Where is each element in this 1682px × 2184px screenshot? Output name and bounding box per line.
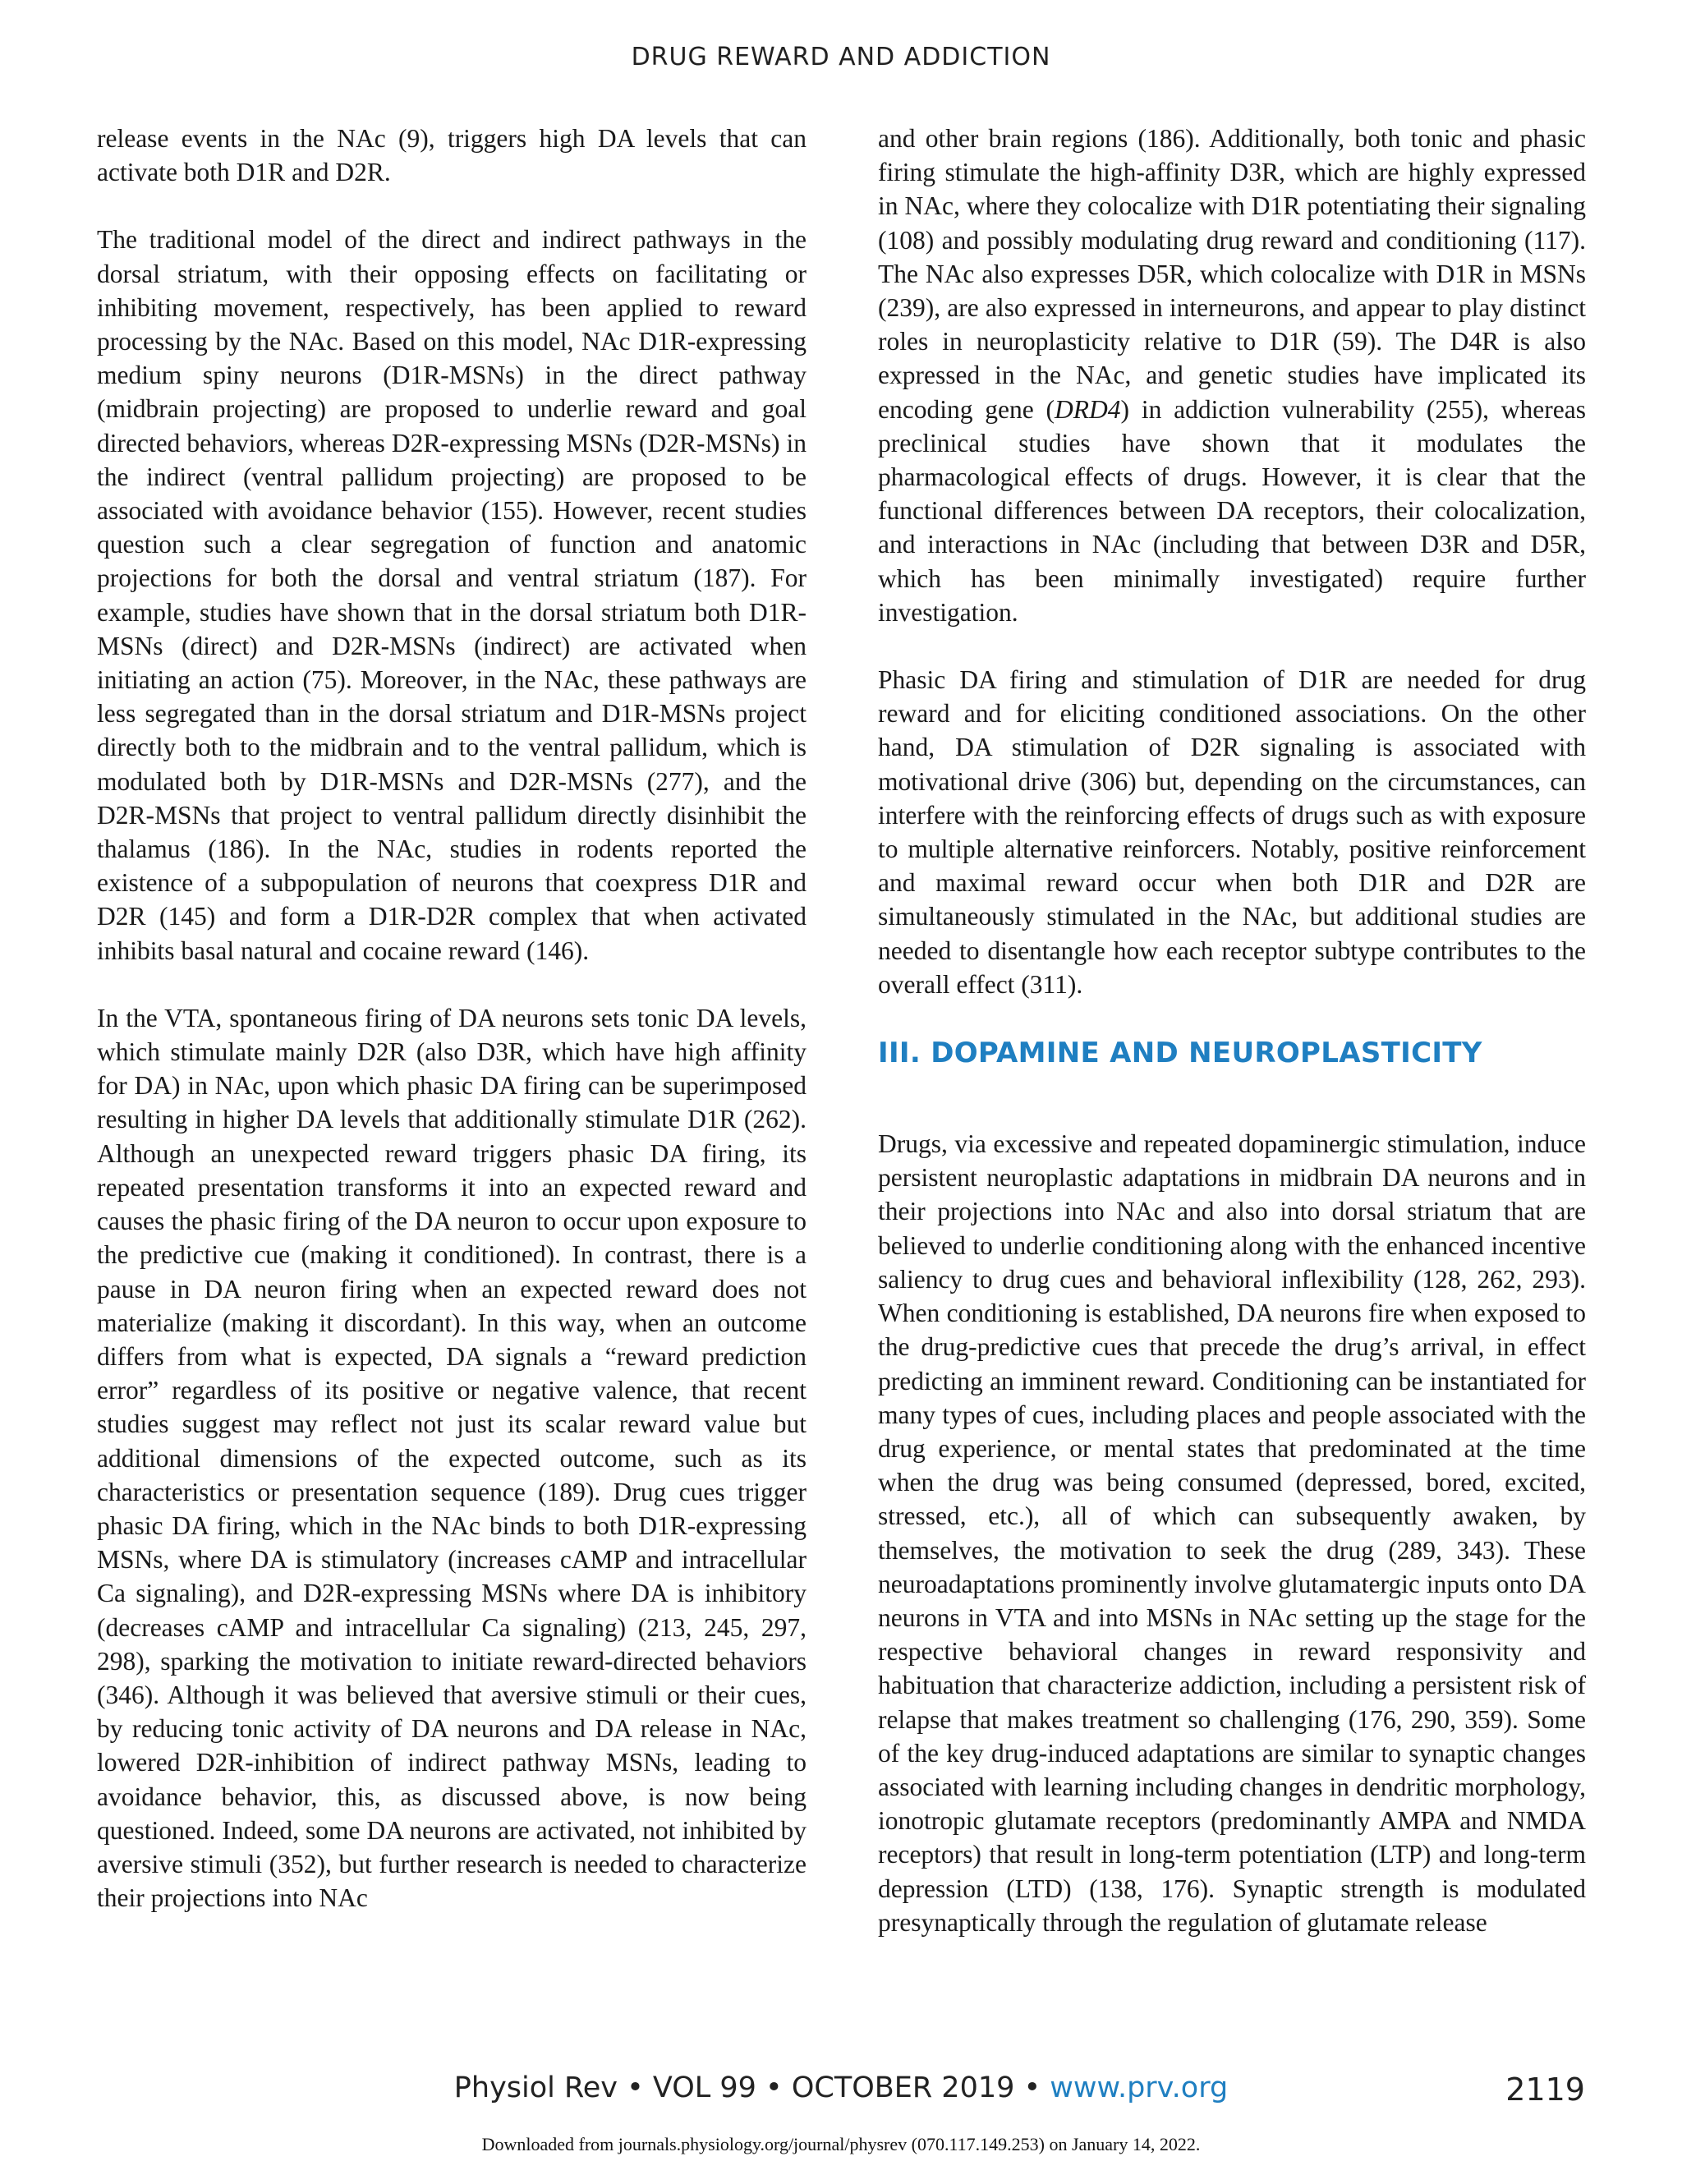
footer-url-link[interactable]: www.prv.org	[1050, 2071, 1229, 2104]
right-paragraph-1-part-b: ) in addiction vulnerability (255), whereas preclinical studies have shown that it modulates the pharmacological effects of drugs. However, it is clear that the functional differences between DA receptors, their colocalization, and interactions in NAc (including that between D3R and D5R, which has been minimally investigated) require further investigation.	[878, 394, 1587, 627]
gene-name-italic: DRD4	[1055, 394, 1121, 424]
running-head: DRUG REWARD AND ADDICTION	[631, 43, 1051, 71]
download-note: Downloaded from journals.physiology.org/journal/physrev (070.117.149.253) on January 14, 2022.	[481, 2134, 1201, 2154]
right-paragraph-2: Phasic DA firing and stimulation of D1R are needed for drug reward and for eliciting conditioned associations. On the other hand, DA stimulation of D2R signaling is associated with motivational drive (306) but, depending on the circumstances, can interfere with the reinforcing effects of drugs such as with exposure to multiple alternative reinforcers. Notably, positive reinforcement and maximal reward occur when both D1R and D2R are simultaneously stimulated in the NAc, but additional studies are needed to disentangle how each receptor subtype contributes to the overall effect (311).	[878, 665, 1586, 999]
left-paragraph-3: In the VTA, spontaneous firing of DA neurons sets tonic DA levels, which stimulate mainly D2R (also D3R, which have high affinity for DA) in NAc, upon which phasic DA firing can be superimposed resulting in higher DA levels that additionally stimulate D1R (262). Although an unexpected reward triggers phasic DA firing, its repeated presentation transforms it into an expected reward and causes the phasic firing of the DA neuron to occur upon exposure to the predictive cue (making it conditioned). In contrast, there is a pause in DA neuron firing when an expected reward does not materialize (making it discordant). In this way, when an outcome differs from what is expected, DA signals a “reward prediction error” regardless of its positive or negative valence, that recent studies suggest may reflect not just its scalar reward value but additional dimensions of the expected outcome, such as its characteristics or presentation sequence (189). Drug cues trigger phasic DA firing, which in the NAc binds to both D1R-expressing MSNs, where DA is stimulatory (increases cAMP and intracellular Ca signaling), and D2R-expressing MSNs where DA is inhibitory (decreases cAMP and intracellular Ca signaling) (213, 245, 297, 298), sparking the motivation to initiate reward-directed behaviors (346). Although it was believed that aversive stimuli or their cues, by reducing tonic activity of DA neurons and DA release in NAc, lowered D2R-inhibition of indirect pathway MSNs, leading to avoidance behavior, this, as discussed above, is now being questioned. Indeed, some DA neurons are activated, not inhibited by aversive stimuli (352), but further research is needed to characterize their projections into NAc	[97, 1003, 807, 1913]
right-paragraph-1	[878, 122, 1586, 629]
page-number: 2119	[1505, 2071, 1585, 2108]
footer-journal: Physiol Rev • VOL 99 • OCTOBER 2019 •	[453, 2071, 1050, 2104]
right-column	[878, 122, 1586, 1973]
left-paragraph-1: release events in the NAc (9), triggers high DA levels that can activate both D1R and D2R.	[97, 124, 807, 187]
left-column	[97, 122, 807, 1948]
section-heading: III. DOPAMINE AND NEUROPLASTICITY	[878, 1037, 1482, 1070]
footer-citation	[0, 2071, 1682, 2104]
left-paragraph-2: The traditional model of the direct and indirect pathways in the dorsal striatum, with their opposing effects on facilitating or inhibiting movement, respectively, has been applied to reward processing by the NAc. Based on this model, NAc D1R-expressing medium spiny neurons (D1R-MSNs) in the direct pathway (midbrain projecting) are proposed to underlie reward and goal directed behaviors, whereas D2R-expressing MSNs (D2R-MSNs) in the indirect (ventral pallidum projecting) are proposed to be associated with avoidance behavior (155). However, recent studies question such a clear segregation of function and anatomic projections for both the dorsal and ventral striatum (187). For example, studies have shown that in the dorsal striatum both D1R-MSNs (direct) and D2R-MSNs (indirect) are activated when initiating an action (75). Moreover, in the NAc, these pathways are less segregated than in the dorsal striatum and D1R-MSNs project directly both to the midbrain and to the ventral pallidum, which is modulated both by D1R-MSNs and D2R-MSNs (277), and the D2R-MSNs that project to ventral pallidum directly disinhibit the thalamus (186). In the NAc, studies in rodents reported the existence of a subpopulation of neurons that coexpress D1R and D2R (145) and form a D1R-D2R complex that when activated inhibits basal natural and cocaine reward (146).	[97, 225, 807, 965]
right-paragraph-3: Drugs, via excessive and repeated dopaminergic stimulation, induce persistent neuroplastic adaptations in midbrain DA neurons and in their projections into NAc and also into dorsal striatum that are believed to underlie conditioning along with the enhanced incentive saliency to drug cues and behavioral inflexibility (128, 262, 293). When conditioning is established, DA neurons fire when exposed to the drug-predictive cues that precede the drug’s arrival, in effect predicting an imminent reward. Conditioning can be instantiated for many types of cues, including places and people associated with the drug experience, or mental states that predominated at the time when the drug was being consumed (depressed, bored, excited, stressed, etc.), all of which can subsequently awaken, by themselves, the motivation to seek the drug (289, 343). These neuroadaptations prominently involve glutamatergic inputs onto DA neurons in VTA and into MSNs in NAc setting up the stage for the respective behavioral changes in reward responsivity and habituation that characterize addiction, including a persistent risk of relapse that makes treatment so challenging (176, 290, 359). Some of the key drug-induced adaptations are similar to synaptic changes associated with learning including changes in dendritic morphology, ionotropic glutamate receptors (predominantly AMPA and NMDA receptors) that result in long-term potentiation (LTP) and long-term depression (LTD) (138, 176). Synaptic strength is modulated presynaptically through the regulation of glutamate release	[878, 1129, 1587, 1937]
footer	[0, 2071, 1682, 2113]
right-paragraph-1-part-a: and other brain regions (186). Additionally, both tonic and phasic firing stimulate the high-affinity D3R, which are highly expressed in NAc, where they colocalize with D1R potentiating their signaling (108) and possibly modulating drug reward and conditioning (117). The NAc also expresses D5R, which colocalize with D1R in MSNs (239), are also expressed in interneurons, and appear to play distinct roles in neuroplasticity relative to D1R (59). The D4R is also expressed in the NAc, and genetic studies have implicated its encoding gene (	[878, 124, 1586, 424]
